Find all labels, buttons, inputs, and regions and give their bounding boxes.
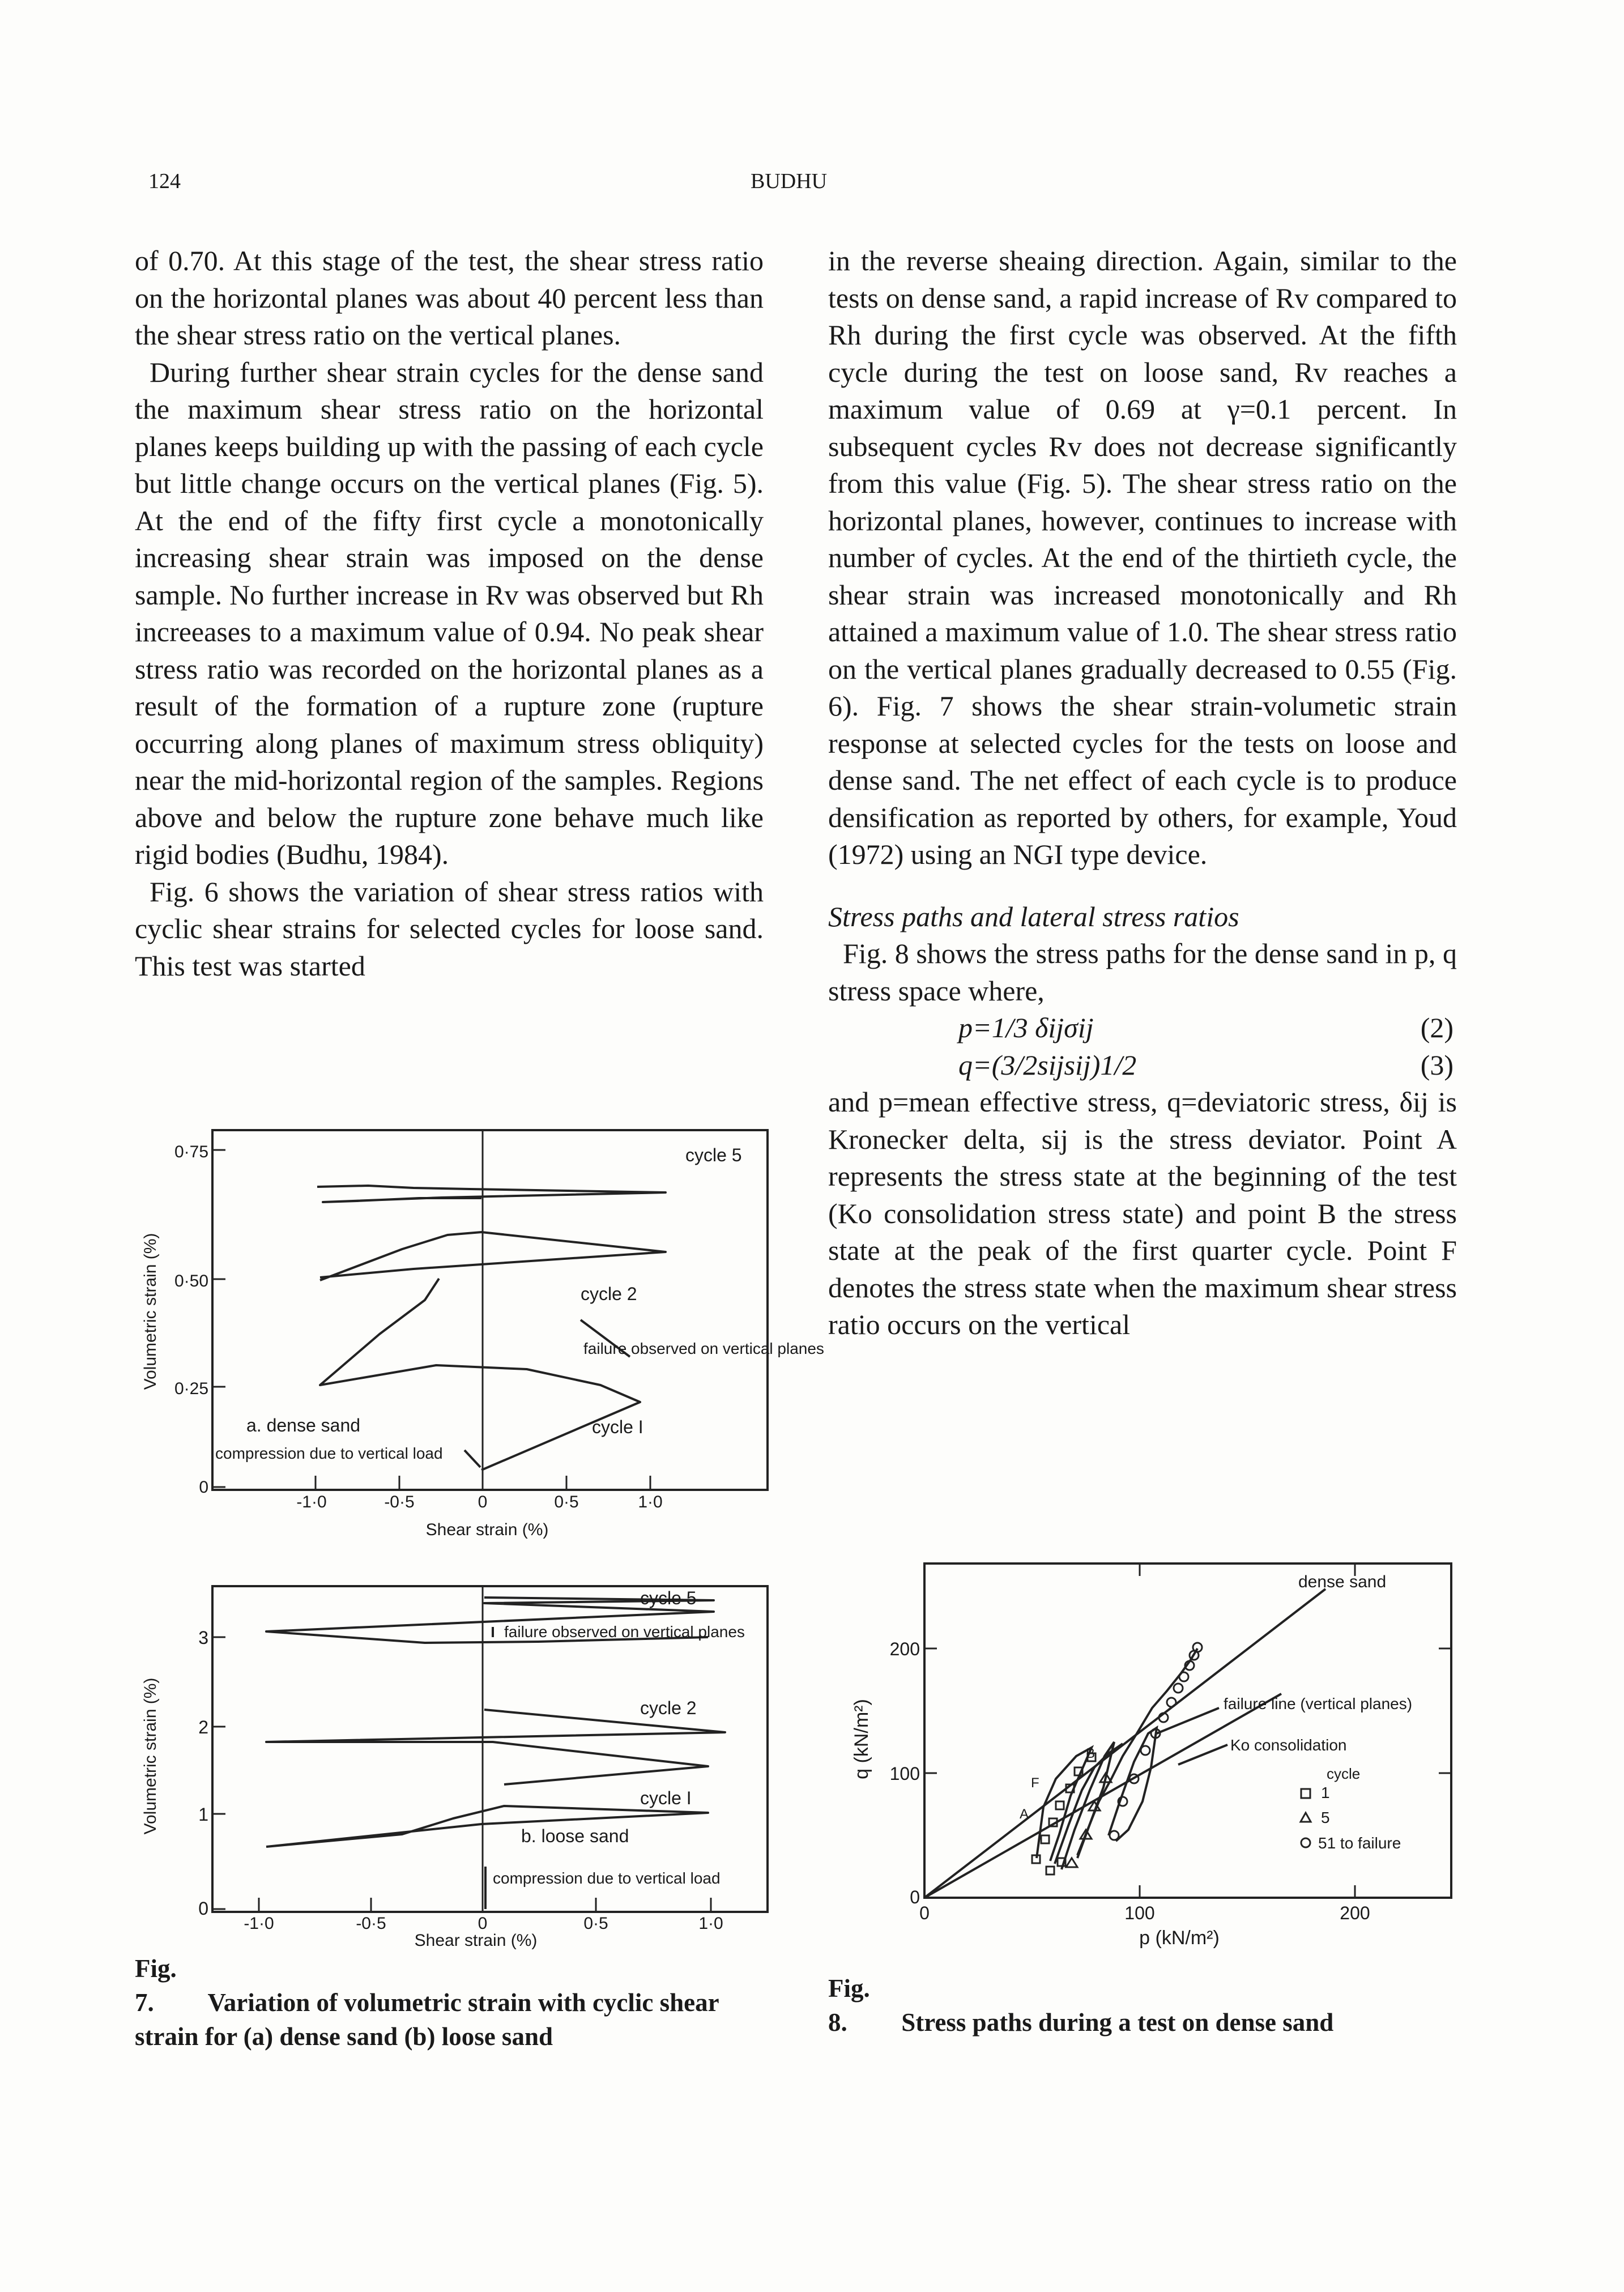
y-ticks [212, 1637, 225, 1909]
annotation: compression due to vertical load [493, 1869, 721, 1887]
point-label: A [1020, 1807, 1029, 1822]
paragraph: Fig. 8 shows the stress paths for the dense sand in p, q stress space where, [828, 938, 1457, 1007]
section-heading: Stress paths and lateral stress ratios [828, 900, 1239, 932]
series-label: cycle I [640, 1788, 692, 1808]
series-label: cycle 2 [640, 1698, 697, 1718]
left-column [135, 242, 764, 985]
x-tick-label: 0·5 [583, 1914, 608, 1933]
fig8-chart [828, 1563, 1463, 1949]
x-axis-label: p (kN/m²) [1139, 1927, 1220, 1949]
fig7a-chart [130, 1130, 824, 1549]
panel-label: a. dense sand [246, 1415, 361, 1435]
y-tick-label: 0·75 [174, 1143, 208, 1161]
compression-arrow [464, 1450, 480, 1467]
page-number: 124 [148, 169, 181, 193]
series-cycle-1 [320, 1279, 640, 1470]
x-tick-label: 0 [478, 1493, 488, 1511]
paragraph: and p=mean effective stress, q=deviatoric stress, δij is Kronecker delta, sij is the stress deviator. Point A represents the stress state at the beginning of the test (Ko consolidation stress state) and point B the stress state at the peak of the first quarter cycle. Point F denotes the stress state when the maximum shear stress ratio occurs on the vertical [828, 1086, 1457, 1340]
x-tick-label: -1·0 [244, 1914, 274, 1933]
series-cycle-2 [320, 1232, 666, 1280]
y-tick-label: 0·50 [174, 1272, 208, 1290]
x-tick-label: -0·5 [384, 1493, 415, 1511]
annotation: compression due to vertical load [215, 1445, 443, 1462]
y-tick-label: 0 [198, 1898, 208, 1919]
x-tick-label: 0 [919, 1903, 930, 1923]
caption-text: Variation of volumetric strain with cyclic shear strain for (a) dense sand (b) loose sand [135, 1988, 719, 2051]
series-cycle-2 [266, 1710, 725, 1784]
panel-label: b. loose sand [521, 1826, 629, 1846]
fig8-caption [828, 1971, 1457, 2039]
y-axis-label: Volumetric strain (%) [141, 1677, 160, 1835]
x-tick-label: 0 [478, 1914, 488, 1933]
legend-triangle-marker [1301, 1813, 1311, 1822]
fig7-caption [135, 1952, 764, 2054]
y-axis-label: Volumetric strain (%) [141, 1233, 160, 1390]
y-ticks [212, 1150, 225, 1487]
caption-label: Fig. 8. [828, 1974, 870, 2037]
point-label: B [1086, 1746, 1096, 1761]
y-tick-label: 0 [910, 1887, 920, 1907]
y-tick-label: 0·25 [174, 1379, 208, 1398]
series-label: cycle 2 [581, 1284, 637, 1304]
series-label: cycle I [592, 1417, 643, 1437]
caption-text: Stress paths during a test on dense sand [901, 2008, 1334, 2037]
x-tick-label: -1·0 [296, 1493, 327, 1511]
point-label: F [1031, 1775, 1039, 1791]
legend-entry: 1 [1321, 1784, 1330, 1801]
paragraph: During further shear strain cycles for the dense sand the maximum shear stress ratio on the horizontal planes keeps building up with the passing of each cycle but little change occurs on the vertical planes (Fig. 5). At the end of the fifty first cycle a monotonically increasing shear strain was imposed on the dense sample. No further increase in Rv was observed but Rh increeases to a maximum value of 0.94. No peak shear stress ratio was recorded on the horizontal planes as a result of the formation of a rupture zone (rupture occurring along planes of maximum stress obliquity) near the mid-horizontal region of the samples. Regions above and below the rupture zone behave much like rigid bodies (Budhu, 1984). [135, 356, 764, 870]
annotation: failure observed on vertical planes [504, 1623, 745, 1641]
x-tick-label: -0·5 [356, 1914, 386, 1933]
plot-frame [212, 1130, 768, 1490]
paragraph: in the reverse sheaing direction. Again, similar to the tests on dense sand, a rapid increase of Rv compared to Rh during the first cycle was observed. At the fifth cycle during the test on loose sand, Rv reaches a maximum value of 0.69 at γ=0.1 percent. In subsequent cycles Rv does not decrease significantly from this value (Fig. 5). The shear stress ratio on the horizontal planes, however, continues to increase with number of cycles. At the end of the thirtieth cycle, the shear strain was increased monotonically and Rh attained a maximum value of 1.0. The shear stress ratio on the vertical planes gradually decreased to 0.55 (Fig. 6). Fig. 7 shows the shear strain-volumetic strain response at selected cycles for the tests on loose and dense sand. The net effect of each cycle is to produce densification as reported by others, for example, Youd (1972) using an NGI type device. [828, 245, 1457, 870]
legend-entry: 5 [1321, 1809, 1330, 1826]
y-tick-label: 1 [198, 1804, 208, 1825]
legend-square-marker [1301, 1789, 1310, 1798]
series-cycle-1 [266, 1806, 708, 1847]
x-tick-label: 1·0 [698, 1914, 723, 1933]
curve-label: failure line (vertical planes) [1224, 1695, 1413, 1712]
series-label: cycle 5 [640, 1588, 697, 1608]
y-tick-label: 3 [198, 1628, 208, 1648]
curve-label: dense sand [1298, 1573, 1387, 1591]
y-tick-label: 100 [889, 1763, 920, 1784]
fig7b-chart [130, 1580, 776, 1977]
caption-label: Fig. 7. [135, 1954, 177, 2017]
paragraph: Fig. 6 shows the variation of shear stress ratios with cyclic shear strains for selected cycles for loose sand. This test was started [135, 875, 764, 982]
path-unload [1109, 1728, 1157, 1841]
curve-label: Ko consolidation [1230, 1736, 1347, 1754]
legend-entry: 51 to failure [1318, 1834, 1401, 1852]
x-tick-label: 100 [1124, 1903, 1155, 1923]
x-axis-label: Shear strain (%) [414, 1931, 538, 1950]
series-label: cycle 5 [685, 1145, 742, 1165]
running-title: BUDHU [751, 169, 828, 193]
y-tick-label: 2 [198, 1717, 208, 1737]
paragraph: of 0.70. At this stage of the test, the shear stress ratio on the horizontal planes was about 40 percent less than the shear stress ratio on the vertical planes. [135, 245, 764, 351]
annotation: failure observed on vertical planes [583, 1340, 824, 1357]
y-tick-label: 200 [889, 1639, 920, 1659]
x-tick-label: 0·5 [554, 1493, 579, 1511]
x-tick-label: 1·0 [638, 1493, 663, 1511]
legend-circle-marker [1301, 1838, 1310, 1847]
equation-3: q=(3/2sijsij)1/2 (3) [958, 1049, 1453, 1081]
series-cycle-5 [317, 1186, 666, 1202]
y-tick-label: 0 [199, 1478, 208, 1497]
equation-2: p=1/3 δijσij (2) [958, 1012, 1453, 1043]
legend-title: cycle [1327, 1765, 1361, 1782]
x-tick-label: 200 [1340, 1903, 1370, 1923]
x-axis-label: Shear strain (%) [425, 1520, 549, 1539]
right-column [828, 242, 1457, 1344]
y-axis-label: q (kN/m²) [851, 1699, 872, 1779]
